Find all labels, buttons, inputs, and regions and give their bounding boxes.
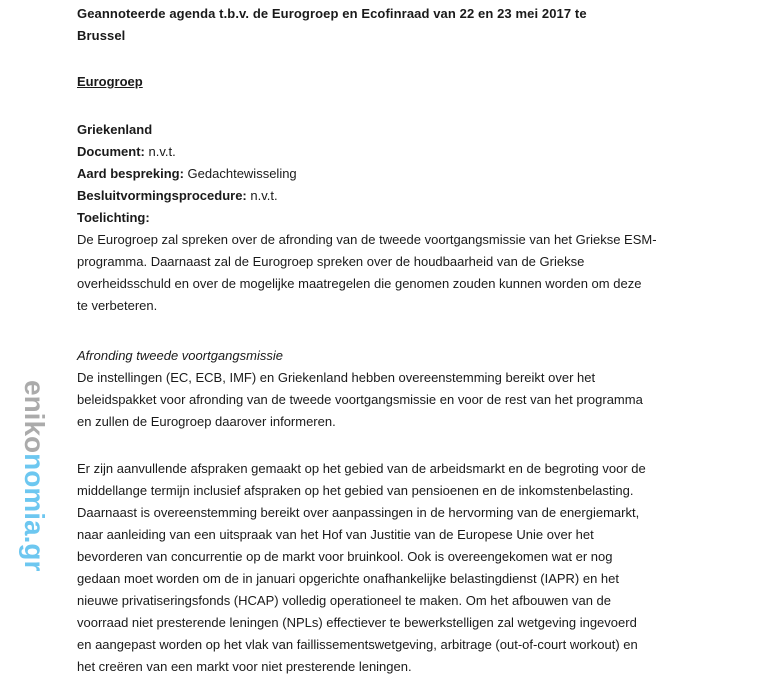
field-label: Aard bespreking: — [77, 166, 184, 181]
subheading: Afronding tweede voortgangsmissie — [77, 348, 283, 363]
text-line: en zullen de Eurogroep daarover informeren. — [77, 414, 336, 429]
text-line: overheidsschuld en over de mogelijke maatregelen die genomen zouden kunnen worden om deze — [77, 276, 642, 291]
text-line: De Eurogroep zal spreken over de afronding van de tweede voortgangsmissie van het Griekse ESM- — [77, 232, 657, 247]
section-heading: Eurogroep — [77, 74, 143, 89]
document-title-line-1: Geannoteerde agenda t.b.v. de Eurogroep en Ecofinraad van 22 en 23 mei 2017 te — [77, 6, 587, 21]
watermark-suffix: nomia.gr — [19, 453, 50, 572]
text-line: voorraad niet presterende leningen (NPLs) effectiever te bewerkstelligen zal wetgeving ingevoerd — [77, 615, 637, 630]
field-value: Gedachtewisseling — [187, 166, 297, 181]
text-line: bevorderen van concurrentie op de markt voor bruinkool. Ook is overeengekomen wat er nog — [77, 549, 613, 564]
field-value: n.v.t. — [250, 188, 278, 203]
text-line: en aangepast worden op het vlak van faillissementswetgeving, arbitrage (out-of-court workout) en — [77, 637, 638, 652]
toelichting-label: Toelichting: — [77, 210, 150, 225]
text-line: te verbeteren. — [77, 298, 158, 313]
text-line: nieuwe privatiseringsfonds (HCAP) volledig operationeel te maken. Om het afbouwen van de — [77, 593, 612, 608]
field-document — [77, 141, 737, 163]
intro-paragraph — [77, 229, 737, 317]
text-line: naar aanleiding van een uitspraak van het Hof van Justitie van de Europese Unie over het — [77, 527, 594, 542]
field-aard-bespreking — [77, 163, 737, 185]
field-value: n.v.t. — [148, 144, 176, 159]
watermark-prefix: eniko — [19, 380, 50, 454]
text-line: programma. Daarnaast zal de Eurogroep spreken over de houdbaarheid van de Griekse — [77, 254, 585, 269]
paragraph-2 — [77, 458, 737, 678]
field-label: Document: — [77, 144, 145, 159]
paragraph-1 — [77, 367, 737, 433]
text-line: Er zijn aanvullende afspraken gemaakt op het gebied van de arbeidsmarkt en de begroting voor de — [77, 461, 646, 476]
watermark — [14, 380, 54, 571]
field-label: Besluitvormingsprocedure: — [77, 188, 247, 203]
document-page — [77, 0, 737, 678]
text-line: gedaan moet worden om de in januari opgerichte onafhankelijke belastingdienst (IAPR) en het — [77, 571, 620, 586]
field-besluitvormingsprocedure — [77, 185, 737, 207]
text-line: beleidspakket voor afronding van de tweede voortgangsmissie en voor de rest van het programma — [77, 392, 643, 407]
topic-heading: Griekenland — [77, 122, 153, 137]
text-line: De instellingen (EC, ECB, IMF) en Griekenland hebben overeenstemming bereikt over het — [77, 370, 596, 385]
text-line: Daarnaast is overeenstemming bereikt over aanpassingen in de hervorming van de energiemarkt, — [77, 505, 640, 520]
text-line: middellange termijn inclusief afspraken op het gebied van pensioenen en de inkomstenbelasting. — [77, 483, 634, 498]
document-title-line-2: Brussel — [77, 28, 126, 43]
text-line: het creëren van een markt voor niet presterende leningen. — [77, 659, 412, 674]
